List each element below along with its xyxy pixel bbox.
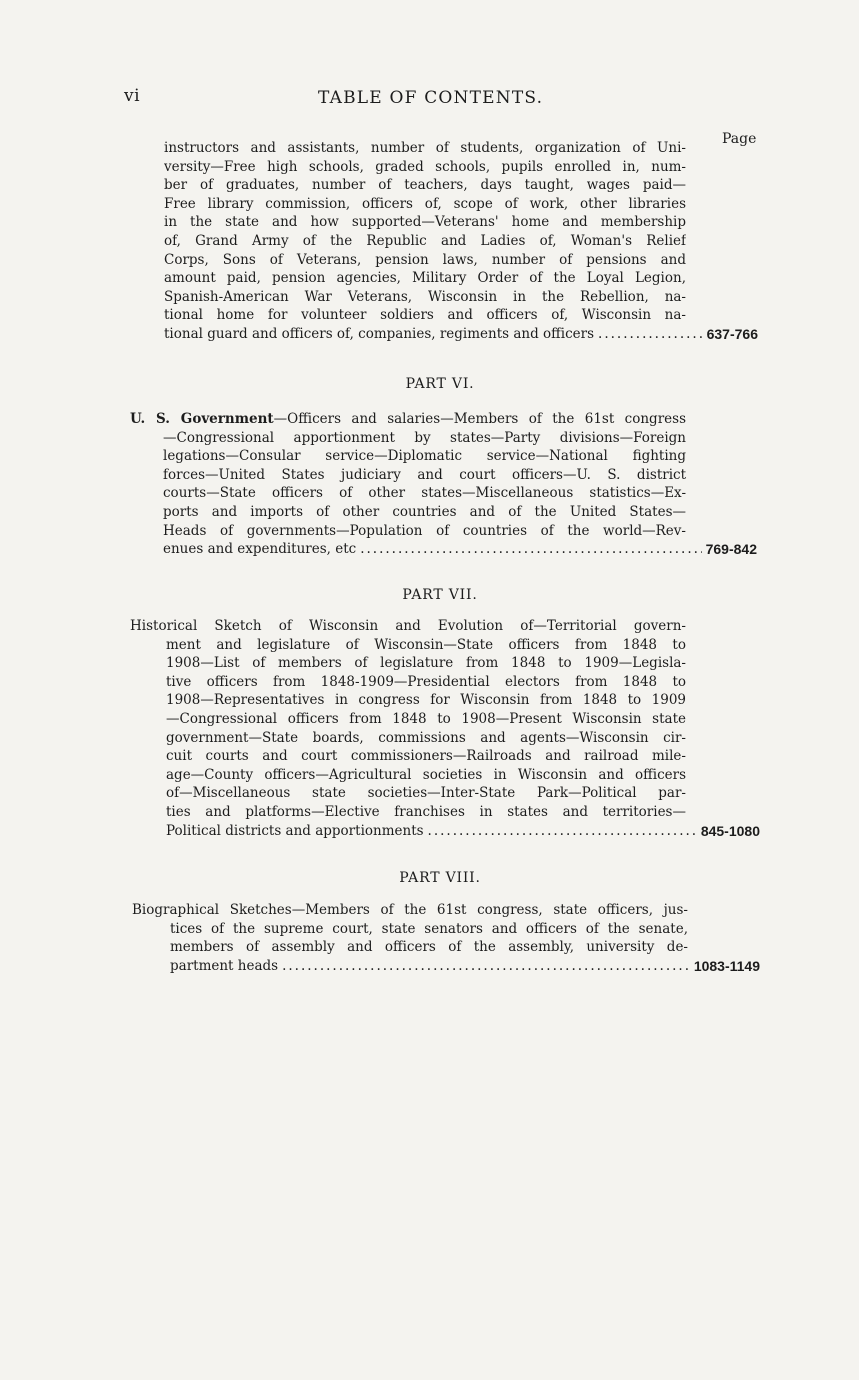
entry-last-line bbox=[170, 957, 760, 976]
part-heading: PART VI. bbox=[405, 376, 475, 392]
entry-line: in the state and how supported—Veterans' home and membership bbox=[164, 214, 686, 231]
entry-line: government—State boards, commissions and agents—Wisconsin cir- bbox=[166, 729, 686, 746]
entry-last-line bbox=[166, 822, 760, 841]
dot-leader bbox=[360, 540, 701, 559]
entry-line: legations—Consular service—Diplomatic service—National fighting bbox=[163, 448, 686, 465]
entry-line: of, Grand Army of the Republic and Ladies of, Woman's Relief bbox=[164, 232, 686, 249]
page-range: 637-766 bbox=[706, 325, 758, 342]
page-number: vi bbox=[124, 86, 141, 106]
entry-lead: U. S. Government bbox=[130, 411, 274, 427]
entry-line: —Officers and salaries—Members of the 61st congress bbox=[273, 411, 686, 427]
dot-leader bbox=[282, 957, 690, 976]
dot-leader bbox=[428, 822, 697, 841]
entry-line: tices of the supreme court, state senators and officers of the senate, bbox=[170, 920, 688, 937]
entry-line: Spanish-American War Veterans, Wisconsin in the Rebellion, na- bbox=[164, 288, 686, 305]
part-heading: PART VII. bbox=[402, 587, 478, 603]
entry-line: —Congressional apportionment by states—Party divisions—Foreign bbox=[163, 429, 686, 446]
entry-line: Biographical Sketches—Members of the 61st congress, state officers, jus- bbox=[132, 902, 688, 918]
entry-line: ports and imports of other countries and of the United States— bbox=[163, 503, 686, 520]
entry-line: tive officers from 1848-1909—Presidential electors from 1848 to bbox=[166, 673, 686, 690]
page-range: 845-1080 bbox=[700, 822, 760, 839]
entry-line: —Congressional officers from 1848 to 1908—Present Wisconsin state bbox=[166, 710, 686, 727]
page-range: 769-842 bbox=[705, 541, 757, 558]
entry-line: Heads of governments—Population of countries of the world—Rev- bbox=[163, 522, 686, 539]
entry-line: Political districts and apportionments bbox=[166, 822, 424, 839]
entry-line: age—County officers—Agricultural societies in Wisconsin and officers bbox=[166, 766, 686, 783]
entry-line: ties and platforms—Elective franchises in states and territories— bbox=[166, 803, 686, 820]
entry-line: ber of graduates, number of teachers, days taught, wages paid— bbox=[164, 177, 686, 194]
entry-line: partment heads bbox=[170, 957, 279, 974]
entry-line: Historical Sketch of Wisconsin and Evolution of—Territorial govern- bbox=[130, 618, 686, 634]
entry-line: Free library commission, officers of, scope of work, other libraries bbox=[164, 195, 686, 212]
toc-entry-part-vii bbox=[130, 617, 765, 840]
toc-entry-part-v-continued bbox=[164, 139, 764, 344]
entry-line: instructors and assistants, number of students, organization of Uni- bbox=[164, 140, 686, 156]
page-range: 1083-1149 bbox=[693, 957, 760, 974]
entry-line: cuit courts and court commissioners—Railroads and railroad mile- bbox=[166, 748, 686, 765]
entry-last-line bbox=[163, 540, 757, 559]
entry-line: 1908—List of members of legislature from 1848 to 1909—Legisla- bbox=[166, 655, 686, 672]
entry-line: Corps, Sons of Veterans, pension laws, number of pensions and bbox=[164, 251, 686, 268]
toc-entry-part-vi bbox=[130, 410, 762, 559]
entry-line: ment and legislature of Wisconsin—State officers from 1848 to bbox=[166, 636, 686, 653]
part-heading: PART VIII. bbox=[399, 870, 481, 886]
entry-line: versity—Free high schools, graded schools, pupils enrolled in, num- bbox=[164, 158, 686, 175]
entry-line: of—Miscellaneous state societies—Inter-State Park—Political par- bbox=[166, 785, 686, 802]
entry-line: 1908—Representatives in congress for Wisconsin from 1848 to 1909 bbox=[166, 692, 686, 709]
toc-entry-part-viii bbox=[132, 901, 764, 975]
entry-line: forces—United States judiciary and court officers—U. S. district bbox=[163, 466, 686, 483]
entry-line: courts—State officers of other states—Miscellaneous statistics—Ex- bbox=[163, 485, 686, 502]
entry-line: members of assembly and officers of the assembly, university de- bbox=[170, 939, 688, 956]
entry-line: amount paid, pension agencies, Military Order of the Loyal Legion, bbox=[164, 270, 686, 287]
entry-line: tional guard and officers of, companies, regiments and officers bbox=[164, 325, 595, 342]
page-title: TABLE OF CONTENTS. bbox=[318, 88, 544, 108]
entry-first-line bbox=[130, 410, 686, 429]
dot-leader bbox=[598, 325, 703, 344]
entry-line: enues and expenditures, etc bbox=[163, 541, 357, 558]
entry-line: tional home for volunteer soldiers and officers of, Wisconsin na- bbox=[164, 307, 686, 324]
page-column-label: Page bbox=[722, 131, 757, 147]
entry-last-line bbox=[164, 325, 758, 344]
